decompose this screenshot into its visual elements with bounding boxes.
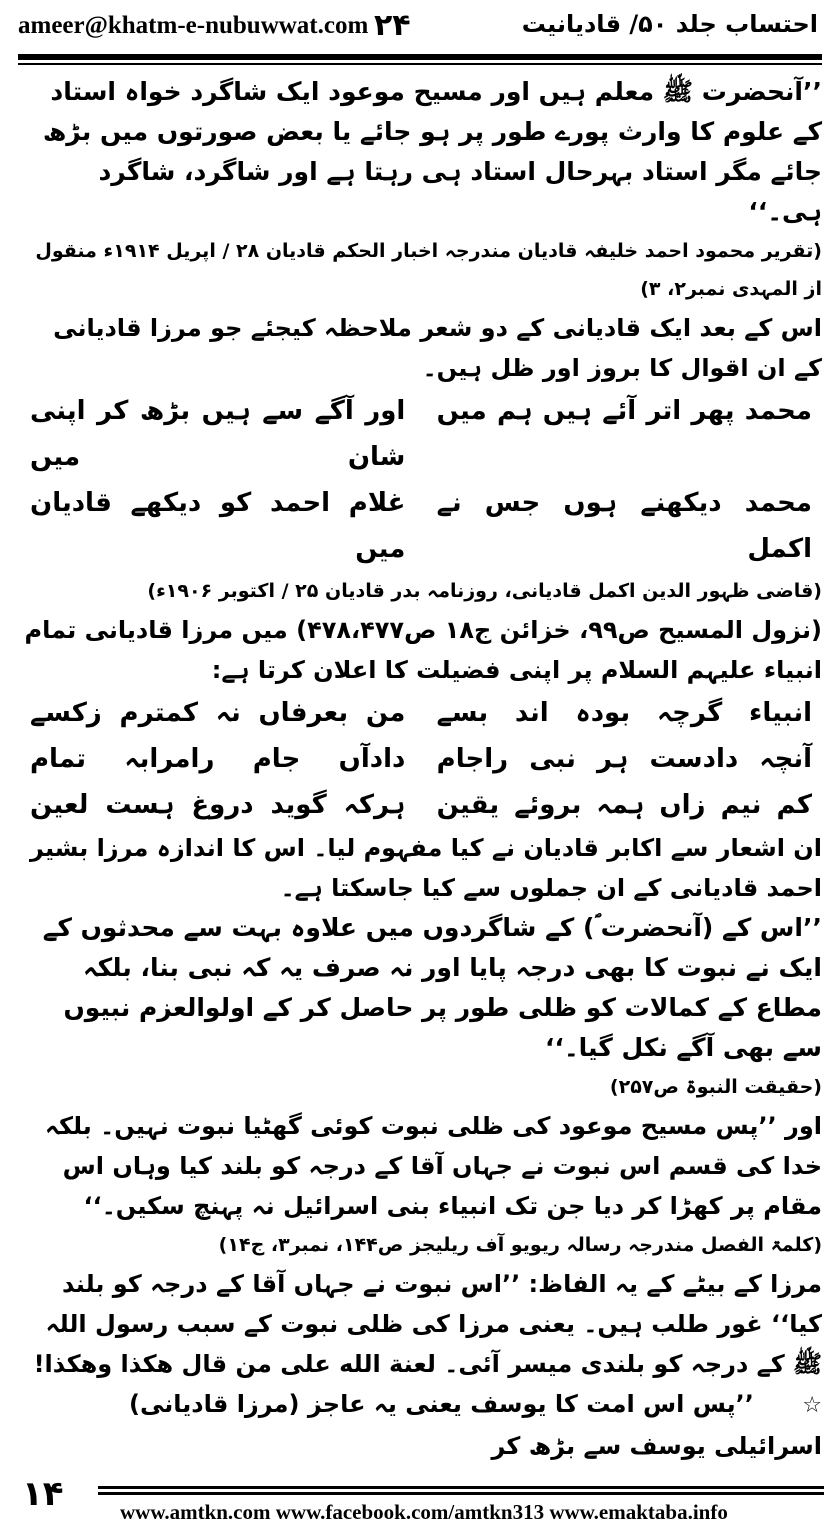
reference-citation: (قاضی ظہور الدین اکمل قادیانی، روزنامہ بدر قادیان ۲۵ / اکتوبر ۱۹۰۶ء): [147, 580, 822, 602]
verse-hemistich: ہرکہ گوید دروغ ہست لعین: [30, 790, 406, 820]
body-paragraph: مرزا کے بیٹے کے یہ الفاظ: ’’اس نبوت نے جہاں آقا کے درجہ کو بلند کیا‘‘ غور طلب ہیں۔ یعنی مرزا کی ظلی نبوت کے سبب رسول اللہ ﷺ کے درجہ کو بلندی میسر آئی۔ لعنة الله علی من قال هكذا وهكذا!: [33, 1270, 822, 1378]
star-icon: ☆: [802, 1393, 822, 1418]
book-title: احتساب جلد ۵۰/ قادیانیت: [521, 10, 818, 38]
body-paragraph: ان اشعار سے اکابر قادیان نے کیا مفہوم لیا۔ اس کا اندازہ مرزا بشیر احمد قادیانی کے ان جملوں سے کیا جاسکتا ہے۔: [30, 834, 822, 902]
footer-urls: www.amtkn.com www.facebook.com/amtkn313 www.emaktaba.info: [120, 1500, 728, 1524]
reference-citation: (حقیقت النبوۃ ص۲۵۷): [609, 1076, 822, 1098]
body-paragraph: اور ’’پس مسیح موعود کی ظلی نبوت کوئی گھٹیا نبوت نہیں۔ بلکہ خدا کی قسم اس نبوت نے جہاں آقا کے درجہ کو بلند کیا وہاں اس مقام پر کھڑا کر دیا جن تک انبیاء بنی اسرائیل نہ پہنچ سکیں۔‘‘: [44, 1112, 822, 1220]
verse-line: [30, 690, 812, 736]
body-paragraph: اس کے بعد ایک قادیانی کے دو شعر ملاحظہ کیجئے جو مرزا قادیانی کے ان اقوال کا بروز اور ظل ہیں۔: [53, 314, 822, 382]
verse-hemistich: من بعرفاں نہ کمترم زکسے: [30, 698, 406, 728]
body-paragraph: [20, 1384, 822, 1466]
verse-hemistich: انبیاء گرچہ بودہ اند بسے: [436, 698, 812, 728]
header-rule-thin: [18, 63, 822, 65]
page-number: ۲۴: [374, 8, 411, 43]
page-footer: [0, 1470, 840, 1540]
reference-citation: (تقریر محمود احمد خلیفہ قادیان مندرجہ اخبار الحکم قادیان ۲۸ / اپریل ۱۹۱۴ء منقول از المہدی نمبر۲، ۳): [35, 240, 822, 300]
body-paragraph: (نزول المسیح ص۹۹، خزائن ج۱۸ ص۴۷۸،۴۷۷) میں مرزا قادیانی تمام انبیاء علیہم السلام پر اپنی فضیلت کا اعلان کرتا ہے:: [24, 616, 822, 684]
reference-citation: (کلمۃ الفصل مندرجہ رسالہ ریویو آف ریلیجز ص۱۴۴، نمبر۳، ج۱۴): [218, 1234, 822, 1256]
quote-paragraph: ’’آنحضرت ﷺ معلم ہیں اور مسیح موعود ایک شاگرد خواہ استاد کے علوم کا وارث پورے طور پر ہو جائے یا بعض صورتوں میں بڑھ جائے مگر استاد بہرحال استاد ہی رہتا ہے اور شاگرد، شاگرد ہی۔‘‘: [42, 77, 822, 226]
verse-line: [30, 736, 812, 782]
footer-rule: [98, 1492, 824, 1495]
verse-hemistich: محمد پھر اتر آئے ہیں ہم میں: [436, 396, 812, 426]
verse-line: [30, 388, 812, 480]
verse-hemistich: دادآں جام رامرابہ تمام: [30, 744, 406, 774]
verse-hemistich: کم نیم زاں ہمہ بروئے یقین: [436, 790, 812, 820]
page-body: [20, 72, 822, 1466]
footer-page-number: ۱۴: [22, 1474, 64, 1514]
verse-line: [30, 480, 812, 572]
quote-paragraph: ’’اس کے (آنحضرت ؐ) کے شاگردوں میں علاوہ بہت سے محدثوں کے ایک نے نبوت کا بھی درجہ پایا اور نہ صرف یہ کہ نبی بنا، بلکہ مطاع کے کمالات کو ظلی طور پر حاصل کر کے اولوالعزم نبیوں سے بھی آگے نکل گیا۔‘‘: [42, 913, 822, 1062]
verse-hemistich: آنچہ دادست ہر نبی راجام: [436, 744, 812, 774]
footer-rule: [98, 1486, 824, 1489]
verse-hemistich: غلام احمد کو دیکھے قادیان میں: [30, 488, 406, 564]
verse-line: [30, 782, 812, 828]
header-rule-thick: [18, 54, 822, 60]
verse-hemistich: محمد دیکھنے ہوں جس نے اکمل: [436, 488, 812, 564]
verse-hemistich: اور آگے سے ہیں بڑھ کر اپنی شان میں: [30, 396, 406, 472]
email-address: ameer@khatm-e-nubuwwat.com: [18, 12, 369, 39]
page-header: [0, 0, 840, 62]
body-text: ’’پس اس امت کا یوسف یعنی یہ عاجز (مرزا قادیانی) اسرائیلی یوسف سے بڑھ کر: [129, 1390, 822, 1460]
